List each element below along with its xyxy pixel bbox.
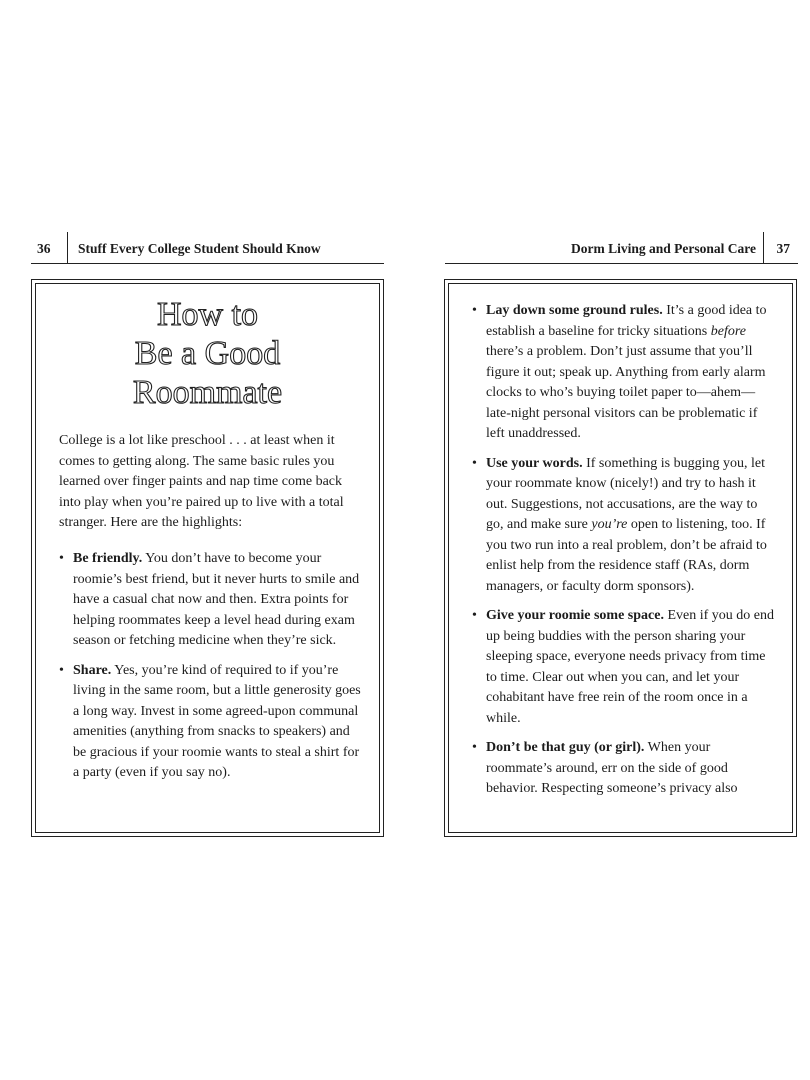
left-page-number: 36 bbox=[37, 241, 51, 256]
header-rule bbox=[31, 263, 384, 264]
header-divider bbox=[67, 232, 68, 264]
list-item: • Give your roomie some space. Even if you do end up being buddies with the person sharing your sleeping space, everyone needs privacy from time to time. Clear out when you can, and let your cohabitant have free rein of the room once in a while. bbox=[472, 608, 774, 726]
bullet-lead: Use your words. bbox=[486, 455, 583, 471]
right-running-title: Dorm Living and Personal Care bbox=[571, 241, 756, 256]
bullet-lead: Share. bbox=[73, 662, 112, 678]
bullet-lead: Lay down some ground rules. bbox=[486, 303, 663, 318]
right-page-header bbox=[445, 232, 798, 264]
bullet-lead: Be friendly. bbox=[73, 551, 143, 566]
left-page-header bbox=[31, 232, 384, 264]
header-divider bbox=[763, 232, 764, 264]
list-item: • Don’t be that guy (or girl). When your roommate’s around, err on the side of good behavior. Respecting someone’s privacy also bbox=[472, 740, 738, 796]
left-running-title: Stuff Every College Student Should Know bbox=[78, 241, 321, 256]
bullet-lead: Give your roomie some space. bbox=[486, 608, 664, 623]
intro-paragraph: College is a lot like preschool . . . at least when it comes to getting along. The same basic rules you learned over finger paints and nap time come back into play when you’re paired up to live with a total stranger. Here are the highlights: bbox=[59, 433, 344, 530]
chapter-title: How to Be a Good Roommate bbox=[132, 296, 283, 411]
bullet-lead: Don’t be that guy (or girl). bbox=[486, 740, 645, 755]
list-item: • Use your words. If something is bugging you, let your roommate know (nicely!) and try to hash it out. Suggestions, not accusations, are the way to go, and make sure you’re open to listening, too. If you two run into a real problem, don’t be afraid to enlist help from the residence staff (RAs, dorm managers, or faculty dorm sponsors). bbox=[472, 455, 767, 594]
list-item: • Share. Yes, you’re kind of required to if you’re living in the same room, but a little generosity goes a long way. Invest in some agreed-upon communal amenities (anything from snacks to speakers) and be gracious if your roomie wants to steal a shirt for a party (even if you say no). bbox=[59, 662, 361, 780]
header-rule bbox=[445, 263, 798, 264]
list-item: • Lay down some ground rules. It’s a good idea to establish a baseline for tricky situations before there’s a problem. Don’t just assume that you’ll figure it out; speak up. Anything from early alarm clocks to who’s buying toilet paper to—ahem—late-night personal visitors can be problematic if left unaddressed. bbox=[472, 303, 767, 441]
right-page-number: 37 bbox=[776, 241, 790, 256]
list-item: • Be friendly. You don’t have to become your roomie’s best friend, but it never hurts to smile and have a casual chat now and then. Extra points for helping roommates keep a level head during exam season or fetching medicine when they’re sick. bbox=[59, 551, 360, 648]
left-bullet-list bbox=[59, 549, 364, 793]
right-bullet-list bbox=[472, 301, 777, 809]
